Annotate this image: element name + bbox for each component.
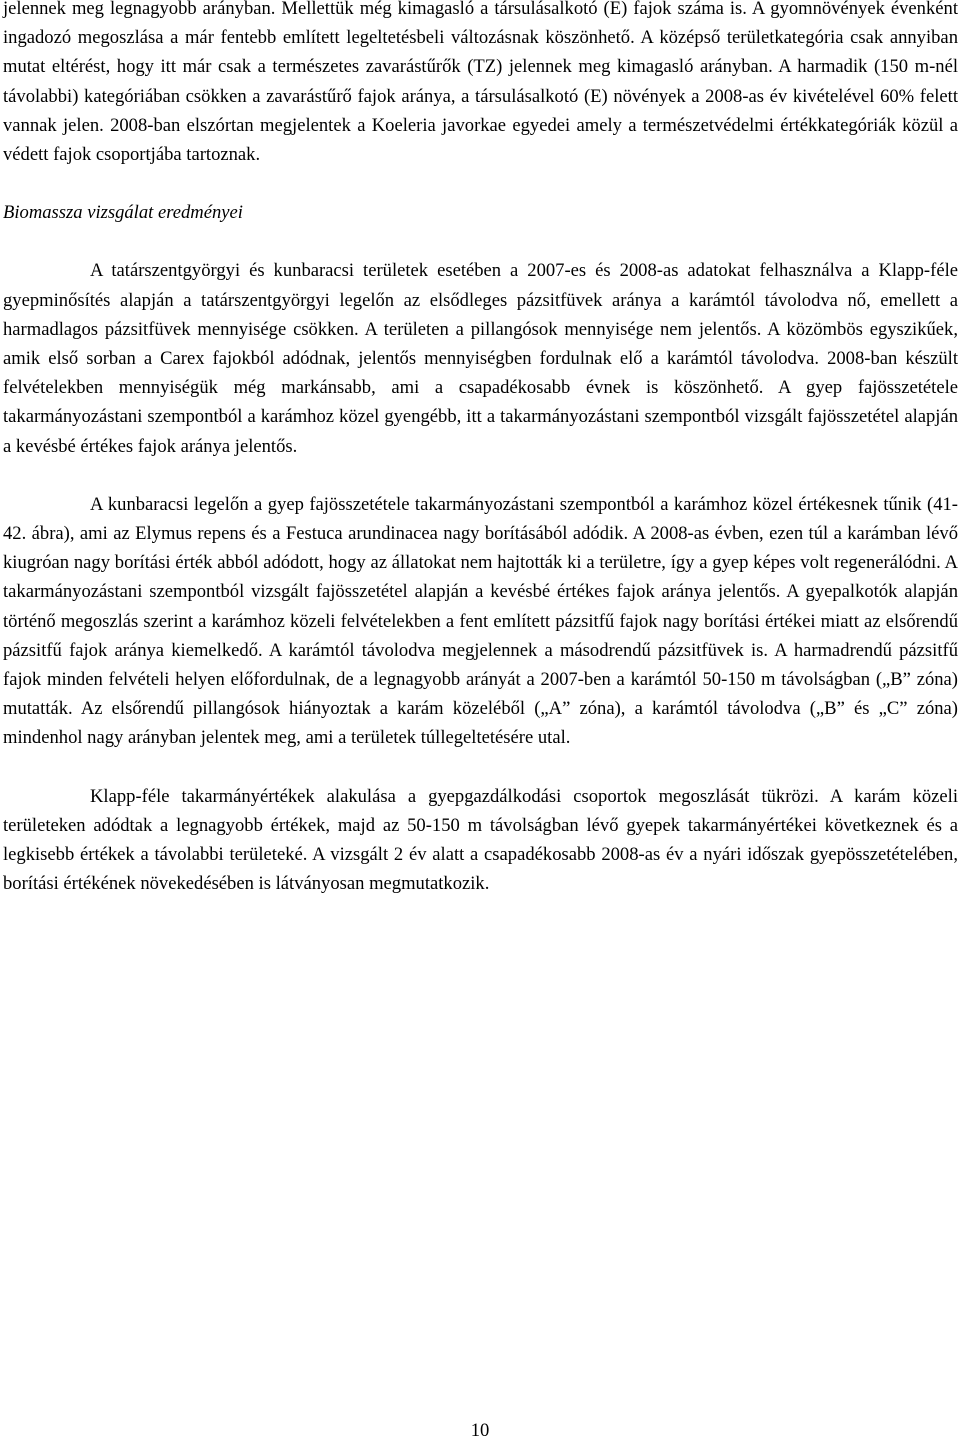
document-page [3, 0, 958, 898]
paragraph-1: jelennek meg legnagyobb arányban. Mellettük még kimagasló a társulásalkotó (E) fajok száma is. A gyomnövények évenként ingadozó megoszlása a már fentebb említett legeltetésbeli változásnak köszönhető. A középső területkategória csak annyiban mutat eltérést, hogy itt már csak a természetes zavarástűrők (TZ) jelennek meg kimagasló arányban. A harmadik (150 m-nél távolabbi) kategóriában csökken a zavarástűrő fajok aránya, a társulásalkotó (E) növények a 2008-as év kivételével 60% felett vannak jelen. 2008-ban elszórtan megjelentek a Koeleria javorkae egyedei amely a természetvédelmi értékkategóriák közül a védett fajok csoportjába tartoznak. [3, 0, 958, 166]
paragraph-2: A tatárszentgyörgyi és kunbaracsi területek esetében a 2007-es és 2008-as adatokat felhasználva a Klapp-féle gyepminősítés alapján a tatárszentgyörgyi legelőn az elsődleges pázsitfüvek aránya a karámtól távolodva nő, emellett a harmadlagos pázsitfüvek mennyisége csökken. A területen a pillangósok mennyisége nem jelentős. A közömbös egyszikűek, amik első sorban a Carex fajokból adódnak, jelentős mennyiségben fordulnak elő a karámtól távolodva. 2008-ban készült felvételekben mennyiségük még markánsabb, ami a csapadékosabb évnek is köszönhető. A gyep fajösszetétele takarmányozástani szempontból a karámhoz közel gyengébb, itt a takarmányozástani szempontból vizsgált fajösszetétel alapján a kevésbé értékes fajok aránya jelentős. [3, 260, 958, 457]
page-number: 10 [470, 1420, 490, 1441]
paragraph-4: Klapp-féle takarmányértékek alakulása a gyepgazdálkodási csoportok megoszlását tükrözi. A karám közeli területeken adódtak a legnagyobb értékek, majd az 50-150 m távolságban lévő gyepek takarmányértékei következnek és a legkisebb értékek a távolabbi területeké. A vizsgált 2 év alatt a csapadékosabb 2008-as év a nyári időszak gyepösszetételében, borítási értékének növekedésében is látványosan megmutatkozik. [3, 785, 958, 895]
paragraph-3: A kunbaracsi legelőn a gyep fajösszetétele takarmányozástani szempontból a karámhoz közel értékesnek tűnik (41-42. ábra), ami az Elymus repens és a Festuca arundinacea nagy borításából adódik. A 2008-as évben, ezen túl a karámban lévő kiugróan nagy borítási érték abból adódott, hogy az állatokat nem hajtották ki a területre, így a gyep képes volt regenerálódni. A takarmányozástani szempontból vizsgált fajösszetétel alapján a kevésbé értékes fajok aránya jelentős. A gyepalkotók alapján történő megoszlás szerint a karámhoz közeli felvételekben a fent említett pázsitfű fajok nagy borítási értékei miatt az elsőrendű pázsitfű fajok aránya kiemelkedő. A karámtól távolodva megjelennek a másodrendű pázsitfüvek is. A harmadrendű pázsitfű fajok minden felvételi helyen előfordulnak, de a legnagyobb arányát a 2007-ben a karámtól 50-150 m távolságban („B” zóna) mutatták. Az elsőrendű pillangósok hiányoztak a karám közeléből („A” zóna), a karámtól távolodva („B” és „C” zóna) mindenhol nagy arányban jelentek meg, ami a területek túllegeltetésére utal. [3, 493, 958, 749]
section-title: Biomassza vizsgálat eredményei [3, 202, 243, 224]
